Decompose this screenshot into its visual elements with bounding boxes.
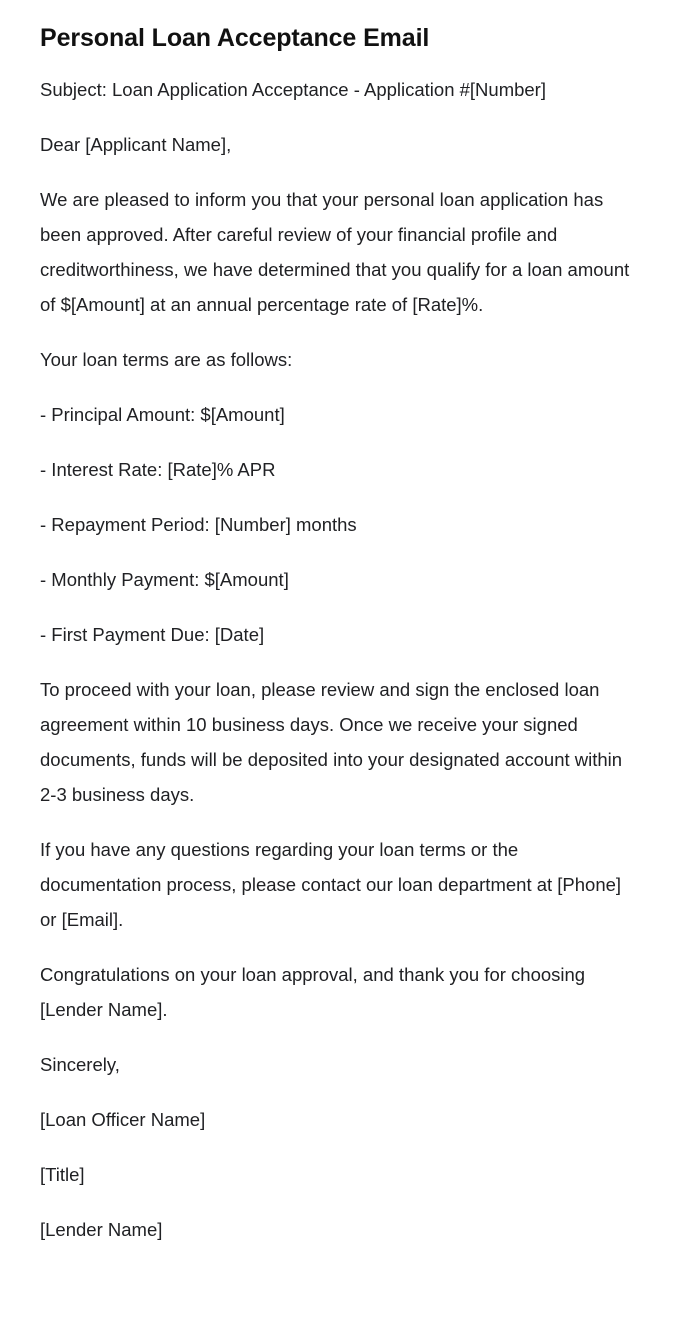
approval-paragraph: We are pleased to inform you that your personal loan application has been approved. After careful review of your financial profile and creditworthiness, we have determined that you qualify for a loan amount of $[Amount] at an annual percentage rate of [Rate]%. [40, 189, 635, 315]
salutation: Dear [Applicant Name], [40, 134, 232, 155]
term-interest-rate: - Interest Rate: [Rate]% APR [40, 459, 276, 480]
loan-terms-heading: Your loan terms are as follows: [40, 349, 293, 370]
signature-title: [Title] [40, 1164, 85, 1185]
signature-officer-name: [Loan Officer Name] [40, 1109, 206, 1130]
contact-paragraph: If you have any questions regarding your loan terms or the documentation process, please contact our loan department at [Phone] or [Email]. [40, 839, 627, 930]
subject-line: Subject: Loan Application Acceptance - Application #[Number] [40, 79, 546, 100]
email-body [40, 72, 638, 1247]
congratulations-paragraph: Congratulations on your loan approval, and thank you for choosing [Lender Name]. [40, 964, 591, 1020]
term-monthly-payment: - Monthly Payment: $[Amount] [40, 569, 289, 590]
next-steps-paragraph: To proceed with your loan, please review and sign the enclosed loan agreement within 10 business days. Once we receive your signed documents, funds will be deposited into your designated account within 2-3 business days. [40, 679, 628, 805]
page-title: Personal Loan Acceptance Email [40, 24, 430, 52]
signature-lender-name: [Lender Name] [40, 1219, 163, 1240]
term-first-payment-due: - First Payment Due: [Date] [40, 624, 265, 645]
term-repayment-period: - Repayment Period: [Number] months [40, 514, 357, 535]
closing: Sincerely, [40, 1054, 120, 1075]
term-principal-amount: - Principal Amount: $[Amount] [40, 404, 285, 425]
